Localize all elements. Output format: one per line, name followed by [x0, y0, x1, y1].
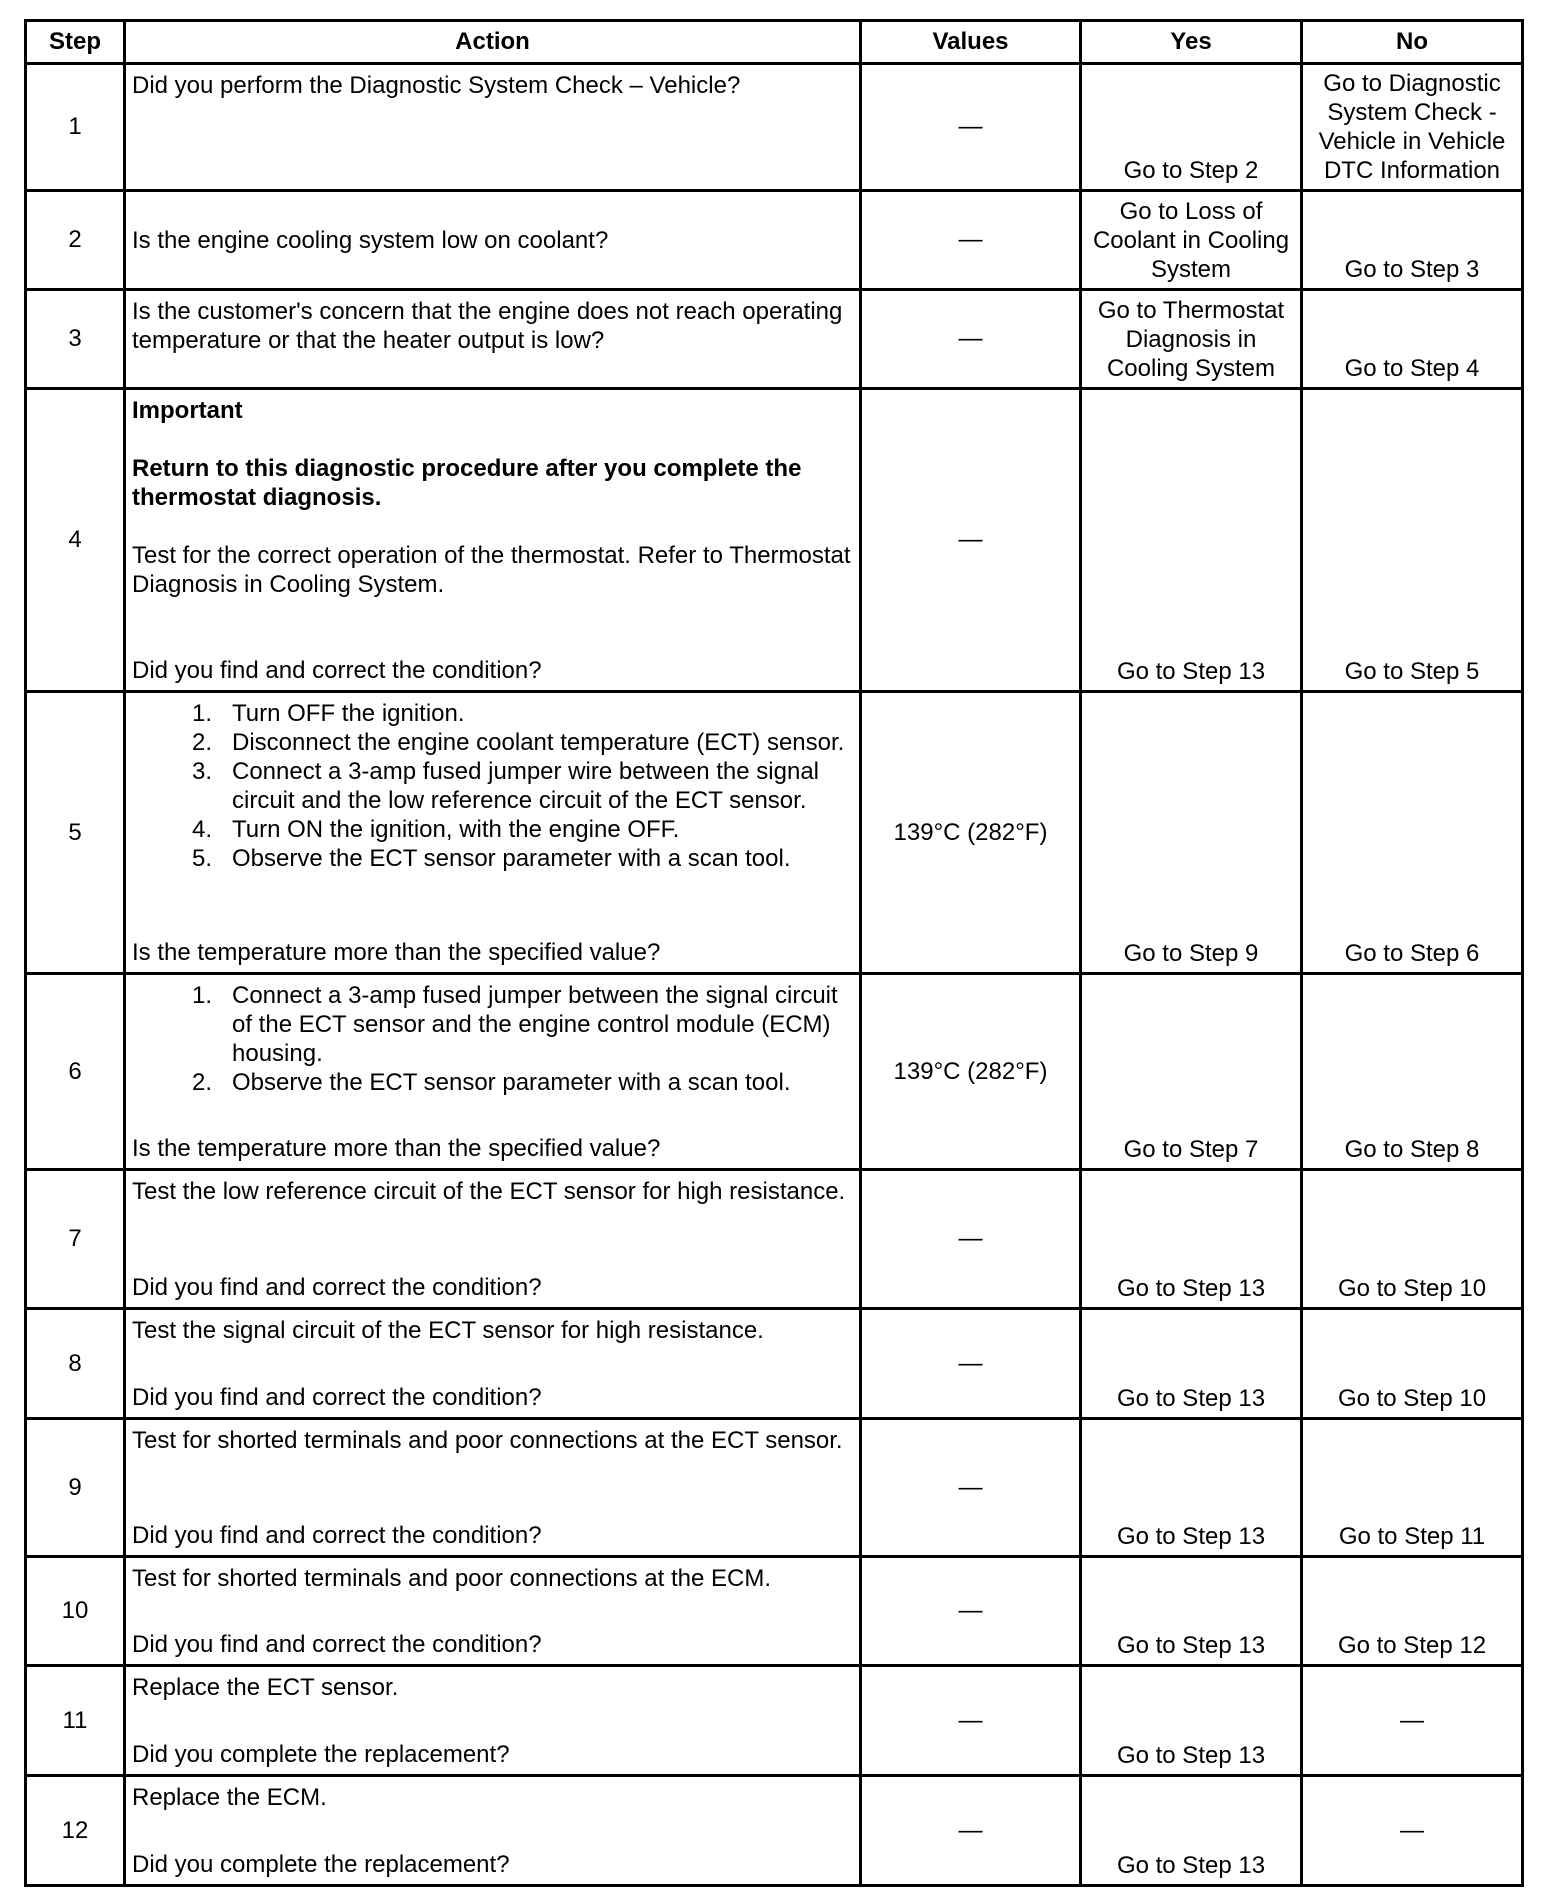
no-cell [1302, 974, 1523, 1170]
action-text: Test the low reference circuit of the ECT sensor for high resistance. [132, 1178, 846, 1205]
no-cell [1302, 1776, 1523, 1886]
table-row [26, 290, 1523, 389]
table-row [26, 974, 1523, 1170]
value-cell: 139°C (282°F) [861, 692, 1081, 974]
no-cell [1302, 1170, 1523, 1309]
action-question: Did you find and correct the condition? [132, 1631, 542, 1658]
value-cell: — [861, 1309, 1081, 1419]
yes-cell [1081, 1557, 1302, 1666]
action-text: Test for shorted terminals and poor connections at the ECT sensor. [132, 1427, 843, 1454]
table-row [26, 1419, 1523, 1557]
action-cell [125, 1170, 861, 1309]
action-cell [125, 290, 861, 389]
step-number: 11 [26, 1666, 125, 1776]
procedure-step: 3. Connect a 3-amp fused jumper wire between the signal circuit and the low reference circuit of the ECT sensor. [191, 758, 819, 814]
header-no: No [1302, 21, 1523, 64]
yes-cell [1081, 1170, 1302, 1309]
no-text: — [1400, 1817, 1424, 1844]
no-cell [1302, 1666, 1523, 1776]
header-step: Step [26, 21, 125, 64]
yes-cell [1081, 389, 1302, 692]
yes-text: Go to Thermostat Diagnosis in Cooling System [1097, 296, 1285, 382]
yes-cell [1081, 1309, 1302, 1419]
procedure-step: 2. Observe the ECT sensor parameter with a scan tool. [191, 1069, 791, 1096]
header-yes: Yes [1081, 21, 1302, 64]
action-text: Replace the ECM. [132, 1784, 327, 1811]
value-cell: — [861, 64, 1081, 191]
action-text: Test for shorted terminals and poor connections at the ECM. [132, 1565, 771, 1592]
table-row [26, 64, 1523, 191]
step-number: 9 [26, 1419, 125, 1557]
action-cell [125, 64, 861, 191]
step-number: 6 [26, 974, 125, 1170]
yes-text: Go to Loss of Coolant in Cooling System [1092, 197, 1290, 283]
value-cell: — [861, 1776, 1081, 1886]
action-cell [125, 191, 861, 290]
step-number: 1 [26, 64, 125, 191]
action-question: Did you find and correct the condition? [132, 657, 542, 684]
yes-cell [1081, 290, 1302, 389]
yes-cell [1081, 692, 1302, 974]
procedure-step: 1. Connect a 3-amp fused jumper between the signal circuit of the ECT sensor and the engine control module (ECM) housing. [191, 982, 838, 1067]
header-action: Action [125, 21, 861, 64]
yes-text: Go to Step 2 [1123, 157, 1259, 184]
action-cell [125, 1666, 861, 1776]
action-cell [125, 974, 861, 1170]
no-text: Go to Diagnostic System Check - Vehicle in Vehicle DTC Information [1318, 70, 1506, 184]
table-row [26, 389, 1523, 692]
action-cell [125, 389, 861, 692]
no-text: — [1400, 1707, 1424, 1734]
action-text: Test for the correct operation of the thermostat. Refer to Thermostat Diagnosis in Cooling System. [132, 542, 851, 598]
value-cell: — [861, 389, 1081, 692]
table-row [26, 1776, 1523, 1886]
action-question: Is the temperature more than the specified value? [132, 1135, 661, 1162]
no-cell [1302, 1557, 1523, 1666]
no-cell [1302, 1419, 1523, 1557]
step-number: 10 [26, 1557, 125, 1666]
no-text: Go to Step 10 [1337, 1275, 1487, 1302]
action-question: Did you complete the replacement? [132, 1851, 510, 1878]
yes-cell [1081, 1776, 1302, 1886]
no-cell [1302, 290, 1523, 389]
header-row [26, 21, 1523, 64]
no-text: Go to Step 3 [1344, 256, 1480, 283]
value-cell: — [861, 1419, 1081, 1557]
value-cell: — [861, 1557, 1081, 1666]
no-cell [1302, 389, 1523, 692]
action-question: Did you complete the replacement? [132, 1741, 510, 1768]
table-row [26, 1309, 1523, 1419]
table-row [26, 1557, 1523, 1666]
action-text: Is the engine cooling system low on coolant? [132, 227, 609, 254]
yes-cell [1081, 64, 1302, 191]
yes-text: Go to Step 13 [1116, 1632, 1266, 1659]
important-text: Return to this diagnostic procedure after you complete the thermostat diagnosis. [132, 455, 802, 511]
procedure-step: 5. Observe the ECT sensor parameter with a scan tool. [191, 845, 791, 872]
action-cell [125, 692, 861, 974]
yes-text: Go to Step 13 [1116, 1742, 1266, 1769]
action-cell [125, 1309, 861, 1419]
action-question: Did you find and correct the condition? [132, 1522, 542, 1549]
no-cell [1302, 191, 1523, 290]
procedure-step: 4. Turn ON the ignition, with the engine OFF. [191, 816, 680, 843]
table-row [26, 191, 1523, 290]
table-row [26, 1666, 1523, 1776]
no-text: Go to Step 12 [1337, 1632, 1487, 1659]
diagnostic-table [24, 19, 1524, 1887]
step-number: 7 [26, 1170, 125, 1309]
procedure-list [132, 699, 853, 873]
action-text: Did you perform the Diagnostic System Check – Vehicle? [132, 72, 741, 99]
procedure-step: 1. Turn OFF the ignition. [191, 700, 465, 727]
yes-cell [1081, 1419, 1302, 1557]
step-number: 2 [26, 191, 125, 290]
yes-text: Go to Step 13 [1116, 1385, 1266, 1412]
action-question: Did you find and correct the condition? [132, 1274, 542, 1301]
action-question: Is the temperature more than the specified value? [132, 939, 661, 966]
no-text: Go to Step 8 [1344, 1136, 1480, 1163]
yes-cell [1081, 1666, 1302, 1776]
no-cell [1302, 692, 1523, 974]
no-text: Go to Step 10 [1337, 1385, 1487, 1412]
yes-cell [1081, 191, 1302, 290]
table-row [26, 692, 1523, 974]
action-cell [125, 1557, 861, 1666]
action-text: Test the signal circuit of the ECT sensor for high resistance. [132, 1317, 764, 1344]
value-cell: — [861, 191, 1081, 290]
action-cell [125, 1419, 861, 1557]
step-number: 5 [26, 692, 125, 974]
action-cell [125, 1776, 861, 1886]
action-text: Replace the ECT sensor. [132, 1674, 399, 1701]
no-text: Go to Step 11 [1338, 1523, 1486, 1550]
yes-text: Go to Step 9 [1123, 940, 1259, 967]
yes-text: Go to Step 13 [1116, 1852, 1266, 1879]
step-number: 4 [26, 389, 125, 692]
no-text: Go to Step 5 [1344, 658, 1480, 685]
yes-text: Go to Step 13 [1116, 658, 1266, 685]
no-cell [1302, 1309, 1523, 1419]
step-number: 12 [26, 1776, 125, 1886]
yes-text: Go to Step 13 [1116, 1275, 1266, 1302]
value-cell: — [861, 290, 1081, 389]
procedure-step: 2. Disconnect the engine coolant temperature (ECT) sensor. [191, 729, 845, 756]
yes-cell [1081, 974, 1302, 1170]
important-label: Important [132, 397, 243, 424]
yes-text: Go to Step 7 [1123, 1136, 1259, 1163]
value-cell: — [861, 1170, 1081, 1309]
no-text: Go to Step 6 [1344, 940, 1480, 967]
action-question: Did you find and correct the condition? [132, 1384, 542, 1411]
header-values: Values [861, 21, 1081, 64]
yes-text: Go to Step 13 [1116, 1523, 1266, 1550]
action-text: Is the customer's concern that the engine does not reach operating temperature or that the heater output is low? [132, 298, 843, 354]
procedure-list [132, 981, 853, 1097]
step-number: 8 [26, 1309, 125, 1419]
no-cell [1302, 64, 1523, 191]
no-text: Go to Step 4 [1344, 355, 1480, 382]
table-row [26, 1170, 1523, 1309]
value-cell: 139°C (282°F) [861, 974, 1081, 1170]
step-number: 3 [26, 290, 125, 389]
value-cell: — [861, 1666, 1081, 1776]
